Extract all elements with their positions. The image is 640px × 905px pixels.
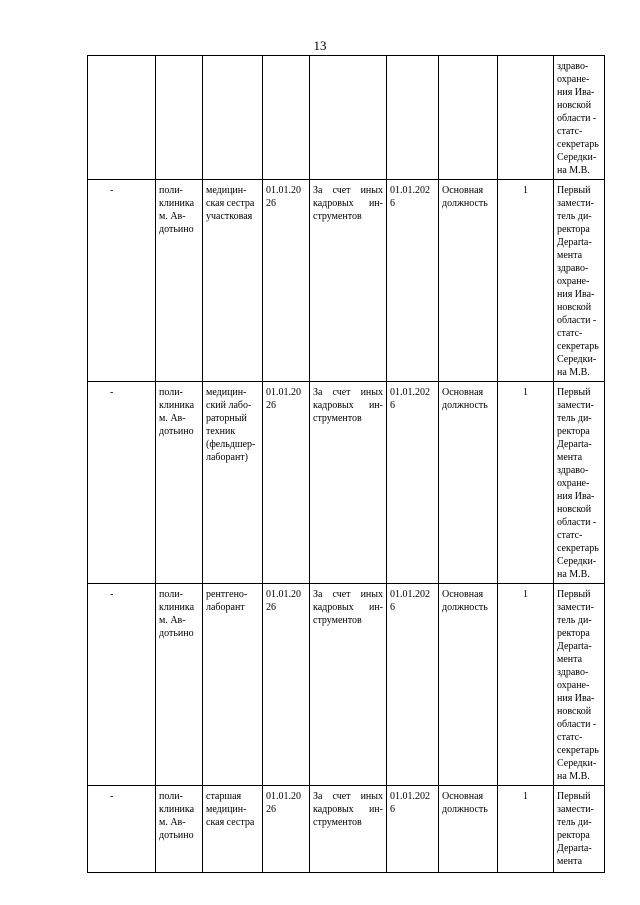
- date-start-cell: 01.01.20 26: [263, 584, 310, 786]
- responsible-cell: Первый замести- тель ди- ректора Деparta- мента здраво- охране- ния Ива- новской области - статс- секретарь Середки- на М.В.: [554, 584, 605, 786]
- count-cell: 1: [498, 584, 554, 786]
- empty-cell: [263, 56, 310, 180]
- responsible-cell: Первый замести- тель ди- ректора Деparta- мента: [554, 786, 605, 873]
- table-row: [88, 584, 605, 786]
- dash-cell: -: [88, 584, 156, 786]
- staffing-table: [87, 55, 605, 873]
- count-cell: 1: [498, 180, 554, 382]
- empty-cell: [439, 56, 498, 180]
- subdivision-cell: поли- клиника м. Ав- дотьино: [156, 382, 203, 584]
- funding-cell: За счет иных кадровых ин- струментов: [310, 584, 387, 786]
- empty-cell: [387, 56, 439, 180]
- table-row: [88, 382, 605, 584]
- date-end-cell: 01.01.202 6: [387, 786, 439, 873]
- empty-cell: [88, 56, 156, 180]
- empty-cell: [310, 56, 387, 180]
- post-type-cell: Основная должность: [439, 180, 498, 382]
- funding-cell: За счет иных кадровых ин- струментов: [310, 180, 387, 382]
- post-type-cell: Основная должность: [439, 786, 498, 873]
- subdivision-cell: поли- клиника м. Ав- дотьино: [156, 584, 203, 786]
- subdivision-cell: поли- клиника м. Ав- дотьино: [156, 786, 203, 873]
- table-row: [88, 180, 605, 382]
- dash-cell: -: [88, 786, 156, 873]
- responsible-cell: Первый замести- тель ди- ректора Деparta- мента здраво- охране- ния Ива- новской области - статс- секретарь Середки- на М.В.: [554, 382, 605, 584]
- date-end-cell: 01.01.202 6: [387, 180, 439, 382]
- empty-cell: [498, 56, 554, 180]
- responsible-cell: Первый замести- тель ди- ректора Деparta- мента здраво- охране- ния Ива- новской области - статс- секретарь Середки- на М.В.: [554, 180, 605, 382]
- dash-cell: -: [88, 180, 156, 382]
- position-cell: медицин- ская сестра участковая: [203, 180, 263, 382]
- date-start-cell: 01.01.20 26: [263, 180, 310, 382]
- position-cell: рентгено- лаборант: [203, 584, 263, 786]
- position-cell: старшая медицин- ская сестра: [203, 786, 263, 873]
- position-cell: медицин- ский лабо- раторный техник (фельдшер- лаборант): [203, 382, 263, 584]
- subdivision-cell: поли- клиника м. Ав- дотьино: [156, 180, 203, 382]
- funding-cell: За счет иных кадровых ин- струментов: [310, 382, 387, 584]
- table-row-continuation: [88, 56, 605, 180]
- empty-cell: [203, 56, 263, 180]
- count-cell: 1: [498, 786, 554, 873]
- date-end-cell: 01.01.202 6: [387, 382, 439, 584]
- date-start-cell: 01.01.20 26: [263, 786, 310, 873]
- page-number: 13: [313, 38, 327, 53]
- post-type-cell: Основная должность: [439, 382, 498, 584]
- table-row: [88, 786, 605, 873]
- count-cell: 1: [498, 382, 554, 584]
- date-end-cell: 01.01.202 6: [387, 584, 439, 786]
- post-type-cell: Основная должность: [439, 584, 498, 786]
- responsible-cell: здраво- охране- ния Ива- новской области - статс- секретарь Середки- на М.В.: [554, 56, 605, 180]
- date-start-cell: 01.01.20 26: [263, 382, 310, 584]
- dash-cell: -: [88, 382, 156, 584]
- funding-cell: За счет иных кадровых ин- струментов: [310, 786, 387, 873]
- empty-cell: [156, 56, 203, 180]
